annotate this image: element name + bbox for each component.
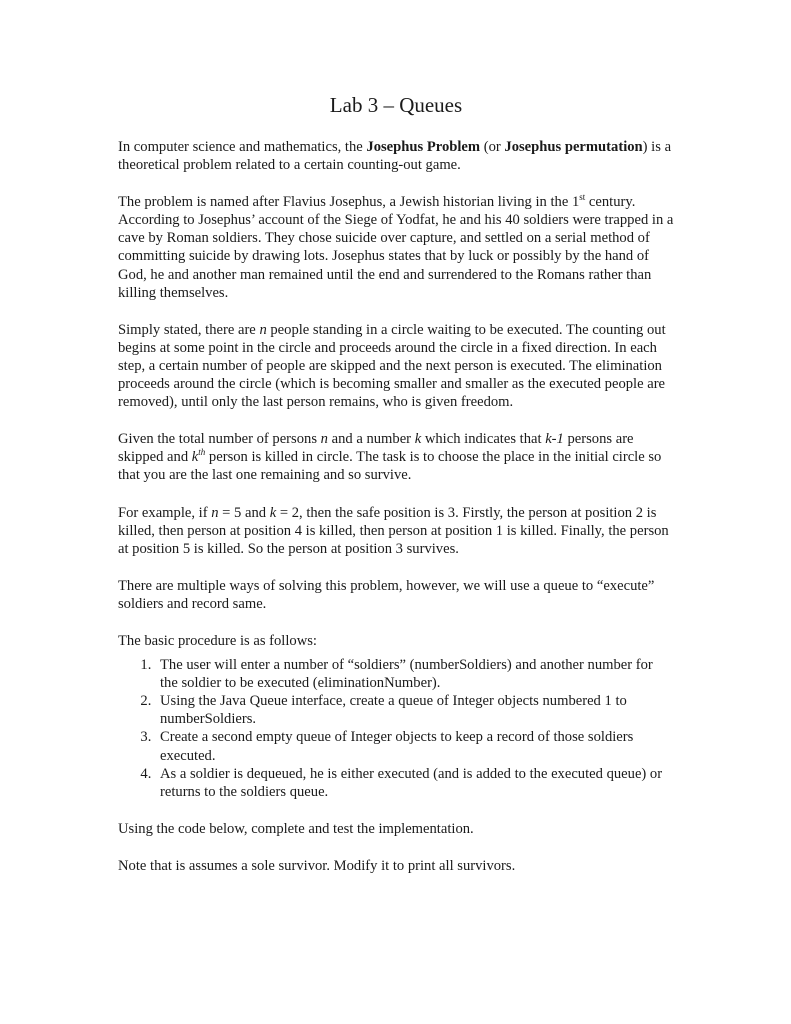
list-item: 2. Using the Java Queue interface, create a queue of Integer objects numbered 1 to numberSoldiers. [155, 692, 674, 728]
paragraph-note: Note that is assumes a sole survivor. Modify it to print all survivors. [118, 857, 516, 874]
text: In computer science and mathematics, the [118, 139, 367, 155]
italic-var: n [320, 431, 328, 448]
list-item: 4. As a soldier is dequeued, he is either executed (and is added to the executed queue) or returns to the soldiers queue. [155, 765, 674, 801]
italic-var: n [259, 321, 267, 338]
paragraph-procedure-intro: The basic procedure is as follows: [118, 632, 317, 649]
bold-term: Josephus Problem [366, 139, 481, 155]
page-title: Lab 3 – Queues [329, 93, 463, 117]
paragraph-example [118, 504, 674, 558]
superscript: st [579, 192, 586, 203]
text: which indicates that [421, 431, 546, 448]
italic-var: k [269, 504, 277, 521]
paragraph-statement [118, 321, 674, 411]
text: (or [480, 139, 505, 155]
text: century. According to Josephus’ account of the Siege of Yodfat, he and his 40 soldiers were trapped in a cave by Roman soldiers. They chose suicide over capture, and settled on a serial method of committing suicide by drawing lots. Josephus states that by luck or possibly by the hand of God, he and another man remained until the end and surrendered to the Romans rather than killing themselves. [118, 194, 674, 301]
text: The problem is named after Flavius Josephus, a Jewish historian living in the 1 [118, 194, 580, 211]
italic-var: k [414, 431, 422, 448]
document-page [118, 92, 674, 894]
italic-sup: th [198, 447, 206, 458]
italic-var: k-1 [545, 431, 564, 448]
paragraph-instruction: Using the code below, complete and test the implementation. [118, 820, 474, 837]
text: person is killed in circle. The task is to choose the place in the initial circle so that you are the last one remaining and so survive. [118, 449, 662, 484]
text: Given the total number of persons [118, 431, 321, 448]
text: For example, if [118, 504, 212, 521]
paragraph-history [118, 193, 674, 302]
bold-term: Josephus permutation [504, 139, 643, 155]
list-item: 3. Create a second empty queue of Integer objects to keep a record of those soldiers executed. [155, 728, 674, 764]
paragraph-definition [118, 430, 674, 484]
paragraph-intro [118, 138, 674, 174]
italic-var: n [211, 504, 219, 521]
paragraph-approach: There are multiple ways of solving this problem, however, we will use a queue to “execute” soldiers and record same. [118, 577, 655, 612]
list-item: 1. The user will enter a number of “soldiers” (numberSoldiers) and another number for the soldier to be executed (eliminationNumber). [155, 656, 674, 692]
text: people standing in a circle waiting to be executed. The counting out begins at some point in the circle and proceeds around the circle in a fixed direction. In each step, a certain number of people are skipped and the next person is executed. The elimination proceeds around the circle (which is becoming smaller and smaller as the executed people are removed), until only the last person remains, who is given freedom. [118, 321, 666, 411]
procedure-list [118, 656, 674, 801]
italic-var: k [191, 449, 199, 466]
text: = 5 and [218, 504, 270, 521]
text: = 2, then the safe position is 3. Firstly, the person at position 2 is killed, then person at position 4 is killed, then person at position 1 is killed. Finally, the person at position 5 is killed. So the person at position 3 survives. [118, 504, 669, 557]
text: and a number [327, 431, 415, 448]
text: Simply stated, there are [118, 321, 260, 338]
text: persons are skipped and [118, 431, 634, 466]
text: ) is a theoretical problem related to a certain counting-out game. [118, 139, 672, 174]
